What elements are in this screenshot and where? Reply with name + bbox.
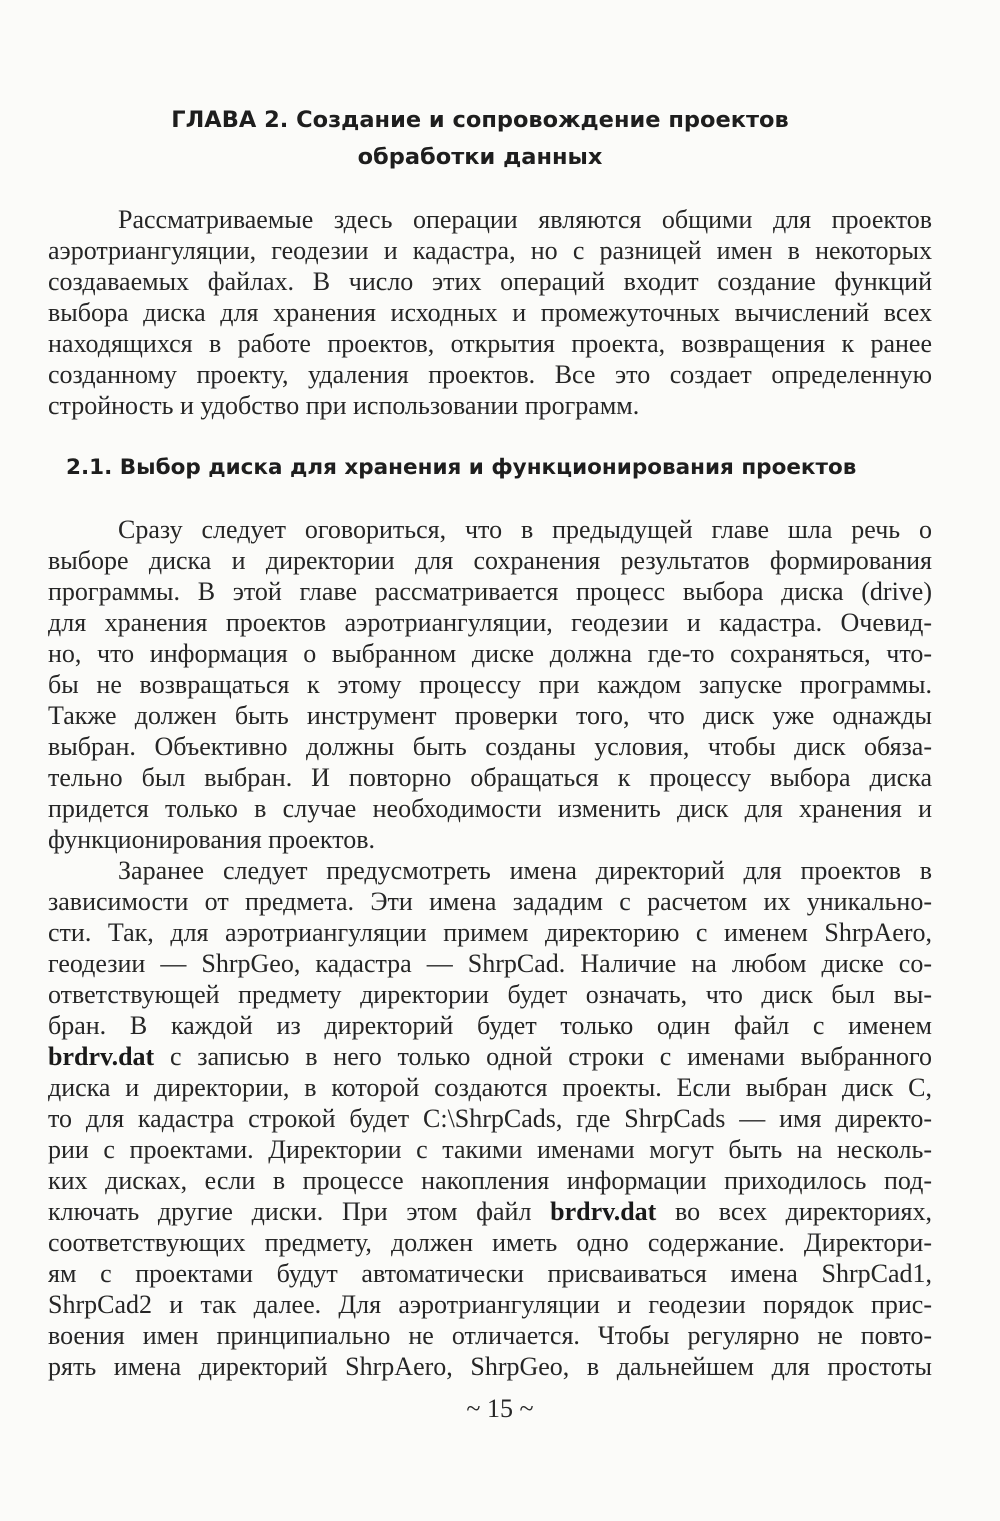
file-name-bold: brdrv.dat [550,1197,657,1226]
intro-paragraph [48,204,932,421]
text-line: тельно был выбран. И повторно обращаться к процессу выбора диска [48,763,932,792]
text-line: Также должен быть инструмент проверки того, что диск уже однажды [48,701,932,730]
text-line: находящихся в работе проектов, открытия проекта, возвращения к ранее [48,329,932,358]
chapter-title [100,102,860,176]
text-line: сти. Так, для аэротриангуляции примем директорию с именем ShrpAero, [48,918,932,947]
text-line: рии с проектами. Директории с такими именами могут быть на несколь- [48,1135,932,1164]
text-line: Заранее следует предусмотреть имена директорий для проектов в [118,856,932,885]
text-line: соответствующих предмету, должен иметь одно содержание. Директори- [48,1228,932,1257]
text-line: Рассматриваемые здесь операции являются общими для проектов [118,205,932,234]
text-line: зависимости от предмета. Эти имена зададим с расчетом их уникально- [48,887,932,916]
text-line: ям с проектами будут автоматически присваиваться имена ShrpCad1, [48,1259,932,1288]
text-line: созданному проекту, удаления проектов. Все это создает определенную [48,360,932,389]
text-line [48,1041,932,1072]
text-fragment: ключать другие диски. При этом файл [48,1197,532,1226]
text-fragment: с записью в него только одной строки с именами выбранного [169,1042,932,1071]
text-line: ответствующей предмету директории будет означать, что диск был вы- [48,980,932,1009]
file-name-bold: brdrv.dat [48,1042,155,1071]
text-line: создаваемых файлах. В число этих операций входит создание функций [48,267,932,296]
text-line: ShrpCad2 и так далее. Для аэротриангуляции и геодезии порядок прис- [48,1290,932,1319]
body-paragraph-1 [48,514,932,855]
section-title: 2.1. Выбор диска для хранения и функционирования проектов [66,455,857,480]
text-line: то для кадастра строкой будет C:\ShrpCads, где ShrpCads — имя директо- [48,1104,932,1133]
text-line: выбран. Объективно должны быть созданы условия, чтобы диск обяза- [48,732,932,761]
text-line: но, что информация о выбранном диске должна где-то сохраняться, что- [48,639,932,668]
text-line [48,1196,932,1227]
chapter-title-line: ГЛАВА 2. Создание и сопровождение проектов [171,107,789,133]
text-line: воения имен принципиально не отличается. Чтобы регулярно не повто- [48,1321,932,1350]
text-line: аэротриангуляции, геодезии и кадастра, но с разницей имен в некоторых [48,236,932,265]
text-line: программы. В этой главе рассматривается процесс выбора диска (drive) [48,577,932,606]
text-line: диска и директории, в которой создаются проекты. Если выбран диск С, [48,1073,932,1102]
chapter-title-line: обработки данных [357,144,603,170]
body-paragraph-2 [48,855,932,1382]
text-line: бы не возвращаться к этому процессу при каждом запуске программы. [48,670,932,699]
text-fragment: во всех директориях, [675,1197,932,1226]
text-line: придется только в случае необходимости изменить диск для хранения и [48,794,932,823]
text-line: для хранения проектов аэротриангуляции, геодезии и кадастра. Очевид- [48,608,932,637]
text-line: геодезии — ShrpGeo, кадастра — ShrpCad. Наличие на любом диске со- [48,949,932,978]
text-line: функционирования проектов. [48,825,376,854]
text-line: бран. В каждой из директорий будет только один файл с именем [48,1011,932,1040]
page-number: ~ 15 ~ [466,1394,534,1423]
text-line: выборе диска и директории для сохранения результатов формирования [48,546,932,575]
text-line: Сразу следует оговориться, что в предыдущей главе шла речь о [118,515,932,544]
text-line: стройность и удобство при использовании программ. [48,391,640,420]
text-line: выбора диска для хранения исходных и промежуточных вычислений всех [48,298,932,327]
text-line: рять имена директорий ShrpAero, ShrpGeo, в дальнейшем для простоты [48,1352,932,1381]
text-line: ких дисках, если в процессе накопления информации приходилось под- [48,1166,932,1195]
